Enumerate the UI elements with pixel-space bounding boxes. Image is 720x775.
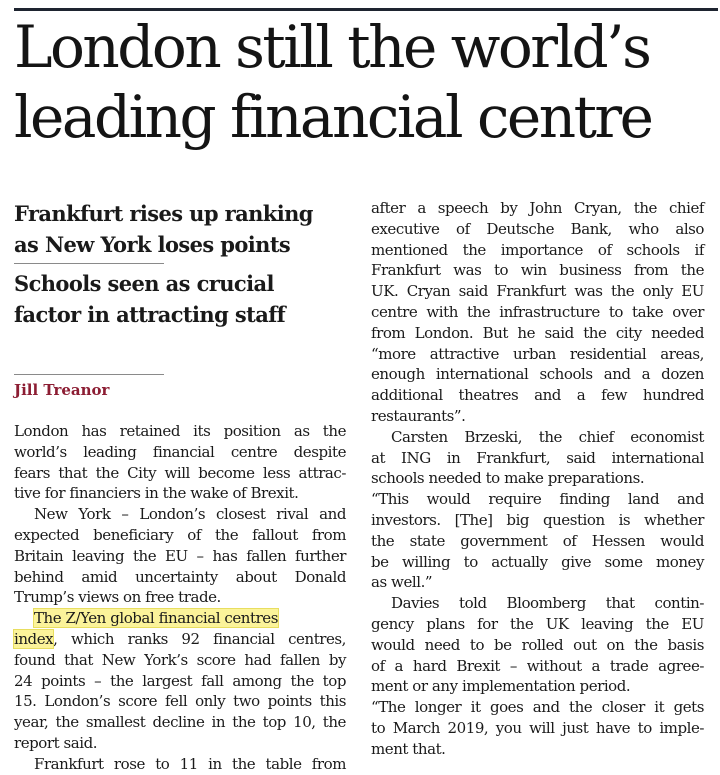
text-line: found that New York’s score had fallen by (14, 650, 346, 669)
text-line: expected beneficiary of the fallout from (14, 525, 346, 544)
subhead-schools (14, 268, 346, 330)
text-line: ment or any implementation period. (371, 677, 631, 696)
text-line: fears that the City will become less attrac- (14, 463, 346, 482)
text-line: be willing to actually give some money (371, 552, 704, 571)
text-line: after a speech by John Cryan, the chief (371, 199, 704, 217)
paragraph (371, 593, 704, 759)
text-line: “This would require finding land and (371, 490, 704, 509)
highlighted-text: The Z/Yen global financial centres (34, 609, 278, 628)
paragraph (371, 427, 704, 593)
text-line: “The longer it goes and the closer it gets (371, 698, 704, 717)
text-line: ment that. (371, 739, 446, 758)
text-line: the state government of Hessen would (371, 531, 704, 550)
text-line: 24 points – the largest fall among the top (14, 671, 346, 690)
headline-line: leading financial centre (14, 83, 652, 151)
subhead-divider (14, 263, 164, 264)
text-line: world’s leading financial centre despite (14, 442, 346, 461)
paragraph (14, 754, 346, 775)
text-line: New York – London’s closest rival and (34, 505, 346, 524)
article-body-left (14, 421, 346, 775)
left-column (14, 198, 346, 775)
text-span: , which ranks 92 financial centres, (53, 629, 346, 648)
text-line: investors. [The] big question is whether (371, 510, 704, 529)
text-line (14, 629, 346, 650)
text-line: Frankfurt rose to 11 in the table from (34, 754, 346, 773)
text-line: centre with the infrastructure to take over (371, 302, 704, 321)
text-line: as well.” (371, 573, 433, 592)
subhead-line: factor in attracting staff (14, 302, 286, 327)
text-line: executive of Deutsche Bank, who also (371, 219, 704, 238)
text-line: mentioned the importance of schools if (371, 240, 704, 259)
text-line: Davies told Bloomberg that contin- (391, 594, 704, 613)
text-line: report said. (14, 733, 98, 752)
paragraph (14, 421, 346, 504)
byline: Jill Treanor (14, 381, 110, 399)
headline (14, 12, 718, 152)
text-line: tive for financiers in the wake of Brexit. (14, 484, 299, 503)
subhead-line: Schools seen as crucial (14, 271, 274, 296)
text-line: at ING in Frankfurt, said international (371, 448, 704, 467)
paragraph (14, 504, 346, 608)
text-line: UK. Cryan said Frankfurt was the only EU (371, 282, 704, 301)
text-line: behind amid uncertainty about Donald (14, 567, 346, 586)
text-line: enough international schools and a dozen (371, 365, 704, 384)
text-line: schools needed to make preparations. (371, 469, 645, 488)
paragraph (14, 608, 346, 754)
text-line: year, the smallest decline in the top 10, the (14, 713, 346, 732)
text-line: Britain leaving the EU – has fallen further (14, 546, 346, 565)
text-line: would need to be rolled out on the basis (371, 635, 704, 654)
text-line: Carsten Brzeski, the chief economist (391, 427, 704, 446)
text-line: restaurants”. (371, 406, 466, 425)
subhead-frankfurt (14, 198, 346, 260)
top-rule (14, 8, 718, 11)
text-line: additional theatres and a few hundred (371, 386, 704, 405)
text-line: from London. But he said the city needed (371, 323, 704, 342)
text-line (14, 608, 346, 629)
text-line: to March 2019, you will just have to imple- (371, 718, 704, 737)
text-line: Trump’s views on free trade. (14, 588, 221, 607)
paragraph (371, 198, 704, 427)
text-line: 15. London’s score fell only two points this (14, 692, 346, 711)
text-line: Frankfurt was to win business from the (371, 261, 704, 280)
text-line: gency plans for the UK leaving the EU (371, 614, 704, 633)
highlighted-text: index (14, 629, 54, 648)
text-line: “more attractive urban residential areas, (371, 344, 704, 363)
subhead-line: Frankfurt rises up ranking (14, 201, 313, 226)
article-body-right (371, 198, 704, 760)
text-line: of a hard Brexit – without a trade agree- (371, 656, 704, 675)
subhead-line: as New York loses points (14, 232, 291, 257)
text-line: London has retained its position as the (14, 422, 346, 440)
headline-line: London still the world’s (14, 13, 650, 81)
byline-divider (14, 374, 164, 375)
